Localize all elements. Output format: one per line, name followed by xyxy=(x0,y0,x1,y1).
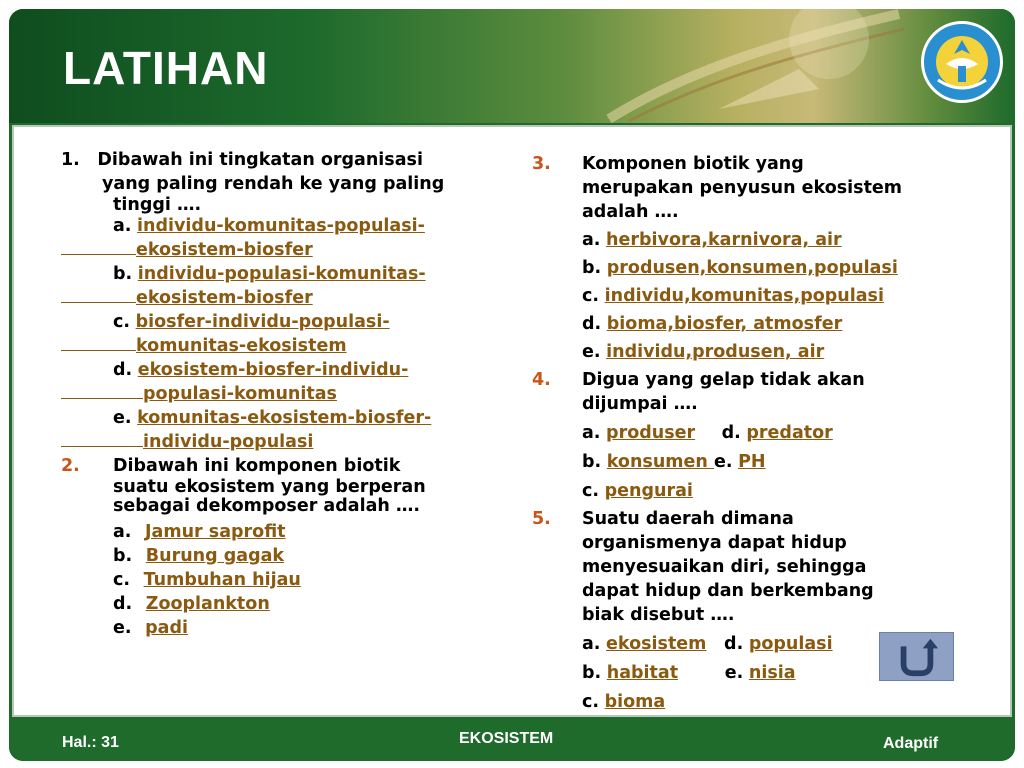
option-answer[interactable]: pengurai xyxy=(604,481,693,501)
option-answer[interactable]: komunitas-ekosistem xyxy=(136,336,347,356)
option-answer[interactable]: padi xyxy=(145,618,188,638)
question-text: Komponen biotik yang xyxy=(582,154,804,174)
option-letter: a. xyxy=(113,216,132,236)
option-a[interactable] xyxy=(61,214,506,238)
option-c[interactable] xyxy=(61,310,506,334)
option-d-cont[interactable] xyxy=(61,382,506,406)
option-answer[interactable]: PH xyxy=(738,452,766,472)
option-letter: b. xyxy=(113,546,133,566)
question-text: Dibawah ini komponen biotik xyxy=(113,456,401,476)
return-button[interactable] xyxy=(879,632,954,681)
option-d[interactable] xyxy=(532,312,972,336)
question-text: Suatu daerah dimana xyxy=(582,509,794,529)
option-e[interactable] xyxy=(532,340,972,364)
option-answer[interactable]: produsen,konsumen,populasi xyxy=(606,258,898,278)
option-answer[interactable]: individu-populasi-komunitas- xyxy=(137,264,426,284)
option-c[interactable] xyxy=(532,690,972,714)
underline-spacer xyxy=(61,302,136,303)
question-text: yang paling rendah ke yang paling xyxy=(102,174,445,194)
underline-spacer xyxy=(61,398,143,399)
option-letter: a. xyxy=(582,423,601,443)
question-text: dapat hidup dan berkembang xyxy=(582,581,874,601)
option-answer[interactable]: individu,komunitas,populasi xyxy=(604,286,884,306)
option-letter: e. xyxy=(113,618,132,638)
option-b[interactable] xyxy=(61,262,506,286)
question-text: Digua yang gelap tidak akan xyxy=(582,370,865,390)
question-number: 5. xyxy=(532,509,551,529)
question-5 xyxy=(532,507,972,531)
option-d[interactable] xyxy=(61,358,506,382)
footer-label: Adaptif xyxy=(883,735,939,752)
question-number: 2. xyxy=(61,456,80,476)
option-letter: c. xyxy=(582,692,600,712)
option-answer[interactable]: individu-komunitas-populasi- xyxy=(137,216,425,236)
slide-header xyxy=(9,9,1015,123)
quill-pen-decoration xyxy=(569,9,909,123)
option-e[interactable] xyxy=(61,406,506,430)
question-number: 3. xyxy=(532,154,551,174)
question-1 xyxy=(61,148,506,172)
question-text: adalah …. xyxy=(582,202,679,222)
question-text: sebagai dekomposer adalah …. xyxy=(113,496,421,516)
option-letter: a. xyxy=(113,522,132,542)
option-letter: c. xyxy=(582,286,600,306)
question-2 xyxy=(61,454,506,478)
option-letter: b. xyxy=(582,452,602,472)
question-3 xyxy=(532,152,972,176)
option-answer[interactable]: Zooplankton xyxy=(145,594,270,614)
page-number: Hal.: 31 xyxy=(62,734,119,751)
question-text: organismenya dapat hidup xyxy=(582,533,847,553)
option-answer[interactable]: Jamur saprofit xyxy=(145,522,286,542)
question-number: 1. xyxy=(61,150,80,170)
option-letter: b. xyxy=(582,258,602,278)
question-text: biak disebut …. xyxy=(582,605,735,625)
option-b[interactable] xyxy=(61,544,506,568)
option-c-cont[interactable] xyxy=(61,334,506,358)
slide-footer xyxy=(9,721,1015,761)
question-text: menyesuaikan diri, sehingga xyxy=(582,557,867,577)
underline-spacer xyxy=(61,446,143,447)
option-letter: d. xyxy=(113,360,133,380)
option-letter: c. xyxy=(113,312,131,332)
option-letter: b. xyxy=(113,264,133,284)
option-e[interactable] xyxy=(61,616,506,640)
underline-spacer xyxy=(61,350,136,351)
option-letter: e. xyxy=(113,408,132,428)
option-row-be[interactable] xyxy=(532,450,972,474)
question-text: merupakan penyusun ekosistem xyxy=(582,178,903,198)
option-answer[interactable]: habitat xyxy=(606,663,679,683)
option-c[interactable] xyxy=(532,479,972,503)
option-answer[interactable]: herbivora,karnivora, air xyxy=(606,230,842,250)
question-column-left xyxy=(61,148,506,640)
option-answer[interactable]: ekosistem-biosfer xyxy=(136,288,313,308)
option-c[interactable] xyxy=(532,284,972,308)
question-text: suatu ekosistem yang berperan xyxy=(113,477,426,497)
question-text: Dibawah ini tingkatan organisasi xyxy=(97,150,423,170)
option-answer[interactable]: individu,produsen, air xyxy=(606,342,825,362)
option-letter: d. xyxy=(582,314,602,334)
option-b-cont[interactable] xyxy=(61,286,506,310)
option-answer[interactable]: individu-populasi xyxy=(143,432,314,452)
option-letter: e. xyxy=(582,342,601,362)
question-number: 4. xyxy=(532,370,551,390)
slide-title: LATIHAN xyxy=(63,42,269,94)
underline-spacer xyxy=(61,254,136,255)
option-letter: e. xyxy=(713,452,733,472)
option-answer[interactable]: konsumen xyxy=(606,452,714,472)
option-e-cont[interactable] xyxy=(61,430,506,454)
option-letter: d. xyxy=(721,423,741,443)
question-text: tinggi …. xyxy=(113,195,202,215)
option-b[interactable] xyxy=(532,256,972,280)
option-letter: d. xyxy=(724,634,744,654)
option-d[interactable] xyxy=(61,592,506,616)
option-a[interactable] xyxy=(61,520,506,544)
question-4 xyxy=(532,368,972,392)
option-answer[interactable]: produser xyxy=(606,423,696,443)
option-letter: a. xyxy=(582,230,601,250)
option-letter: a. xyxy=(582,634,601,654)
option-letter: b. xyxy=(582,663,602,683)
option-letter: d. xyxy=(113,594,133,614)
footer-topic: EKOSISTEM xyxy=(459,730,554,747)
option-a[interactable] xyxy=(532,228,972,252)
tut-wuri-handayani-logo xyxy=(921,21,1003,103)
return-arrow-icon xyxy=(880,633,953,680)
option-answer[interactable]: Burung gagak xyxy=(145,546,285,566)
option-letter: c. xyxy=(582,481,600,501)
option-answer[interactable]: ekosistem-biosfer-individu- xyxy=(137,360,409,380)
option-answer[interactable]: biosfer-individu-populasi- xyxy=(135,312,390,332)
option-c[interactable] xyxy=(61,568,506,592)
option-letter: c. xyxy=(113,570,131,590)
option-answer[interactable]: komunitas-ekosistem-biosfer- xyxy=(137,408,432,428)
option-answer[interactable]: populasi xyxy=(748,634,833,654)
option-answer[interactable]: predator xyxy=(746,423,833,443)
option-a-cont[interactable] xyxy=(61,238,506,262)
option-answer[interactable]: populasi-komunitas xyxy=(143,384,337,404)
question-text: dijumpai …. xyxy=(582,394,698,414)
option-row-ad[interactable] xyxy=(532,421,972,445)
question-column-right xyxy=(532,152,972,714)
option-answer[interactable]: bioma,biosfer, atmosfer xyxy=(606,314,843,334)
option-answer[interactable]: ekosistem xyxy=(606,634,707,654)
option-answer[interactable]: Tumbuhan hijau xyxy=(143,570,301,590)
option-letter: e. xyxy=(724,663,744,683)
option-answer[interactable]: nisia xyxy=(748,663,796,683)
option-answer[interactable]: bioma xyxy=(604,692,666,712)
option-answer[interactable]: ekosistem-biosfer xyxy=(136,240,313,260)
